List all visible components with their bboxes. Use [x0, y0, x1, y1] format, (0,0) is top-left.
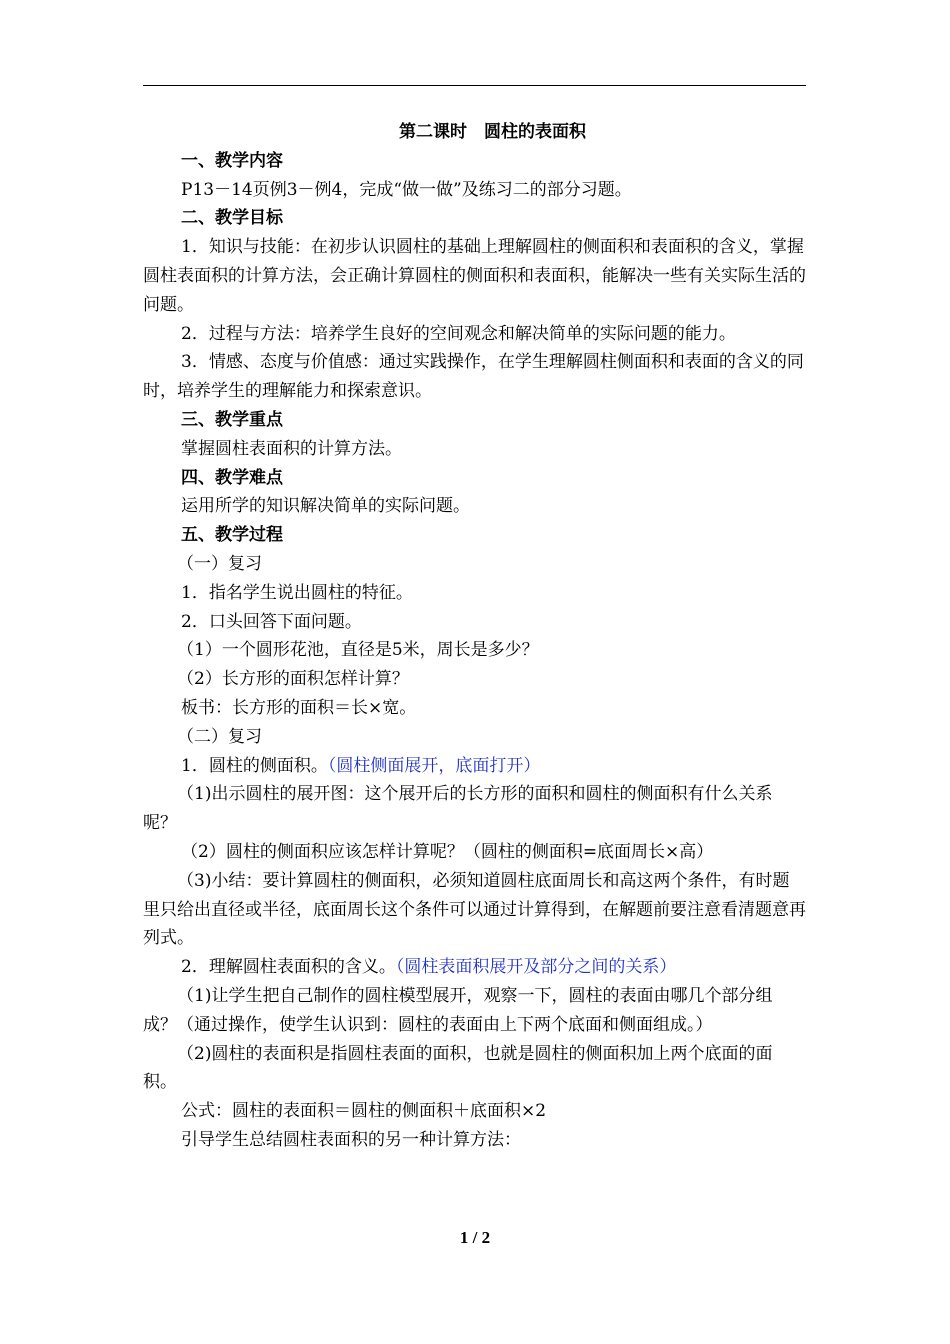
header-rule	[143, 85, 806, 86]
section-heading-difficulty: 四、教学难点	[181, 467, 283, 488]
lateral-area-item	[143, 752, 806, 781]
section-heading-process: 五、教学过程	[181, 525, 283, 546]
lateral-area-step-2: （2）圆柱的侧面积应该怎样计算呢？（圆柱的侧面积=底面周长×高）	[181, 841, 714, 862]
page-title: 第二课时 圆柱的表面积	[399, 122, 586, 142]
document-body	[143, 118, 806, 1155]
surface-area-note: （圆柱表面积展开及部分之间的关系）	[395, 957, 677, 978]
section-text-difficulty: 运用所学的知识解决简单的实际问题。	[181, 496, 470, 517]
lateral-area-note: （圆柱侧面展开，底面打开）	[327, 755, 541, 776]
review-item-1: 1．指名学生说出圆柱的特征。	[181, 582, 413, 603]
page-number: 1 / 2	[459, 1228, 491, 1247]
board-note: 板书：长方形的面积＝长×宽。	[181, 697, 417, 718]
goal-knowledge: 1．知识与技能：在初步认识圆柱的基础上理解圆柱的侧面积和表面积的含义，掌握圆柱表面积的计算方法，会正确计算圆柱的侧面积和表面积，能解决一些有关实际生活的问题。	[143, 237, 806, 315]
section-heading-goals: 二、教学目标	[181, 208, 283, 229]
formula: 公式：圆柱的表面积＝圆柱的侧面积＋底面积×2	[181, 1101, 547, 1122]
lateral-area-step-1: （1)出示圆柱的展开图：这个展开后的长方形的面积和圆柱的侧面积有什么关系呢？	[143, 784, 773, 834]
surface-area-item	[143, 953, 806, 982]
question-2: （2）长方形的面积怎样计算？	[177, 669, 409, 690]
section-heading-key-point: 三、教学重点	[181, 409, 283, 430]
section-text-content: P13－14页例3－例4，完成“做一做”及练习二的部分习题。	[181, 179, 632, 200]
review-item-2: 2．口头回答下面问题。	[181, 611, 362, 632]
guide-text: 引导学生总结圆柱表面积的另一种计算方法：	[181, 1129, 521, 1150]
goal-process: 2．过程与方法：培养学生良好的空间观念和解决简单的实际问题的能力。	[181, 323, 736, 344]
surface-area-label: 2．理解圆柱表面积的含义。	[181, 957, 396, 978]
surface-area-step-1: （1)让学生把自己制作的圆柱模型展开，观察一下，圆柱的表面由哪几个部分组成？（通过操作，使学生认识到：圆柱的表面由上下两个底面和侧面组成。）	[143, 985, 773, 1035]
lateral-area-summary: （3)小结：要计算圆柱的侧面积，必须知道圆柱底面周长和高这两个条件，有时题里只给出直径或半径，底面周长这个条件可以通过计算得到，在解题前要注意看清题意再列式。	[143, 870, 806, 949]
part-review-1: （一）复习	[177, 553, 262, 574]
lateral-area-label: 1．圆柱的侧面积。	[181, 755, 328, 776]
question-1: （1）一个圆形花池，直径是5米，周长是多少？	[177, 640, 539, 661]
surface-area-step-2: （2)圆柱的表面积是指圆柱表面的面积，也就是圆柱的侧面积加上两个底面的面积。	[143, 1043, 773, 1093]
part-review-2: （二）复习	[177, 726, 262, 747]
section-text-key-point: 掌握圆柱表面积的计算方法。	[181, 438, 402, 459]
section-heading-content: 一、教学内容	[181, 150, 283, 171]
goal-attitude: 3．情感、态度与价值感：通过实践操作，在学生理解圆柱侧面积和表面的含义的同时，培养学生的理解能力和探索意识。	[143, 352, 804, 402]
